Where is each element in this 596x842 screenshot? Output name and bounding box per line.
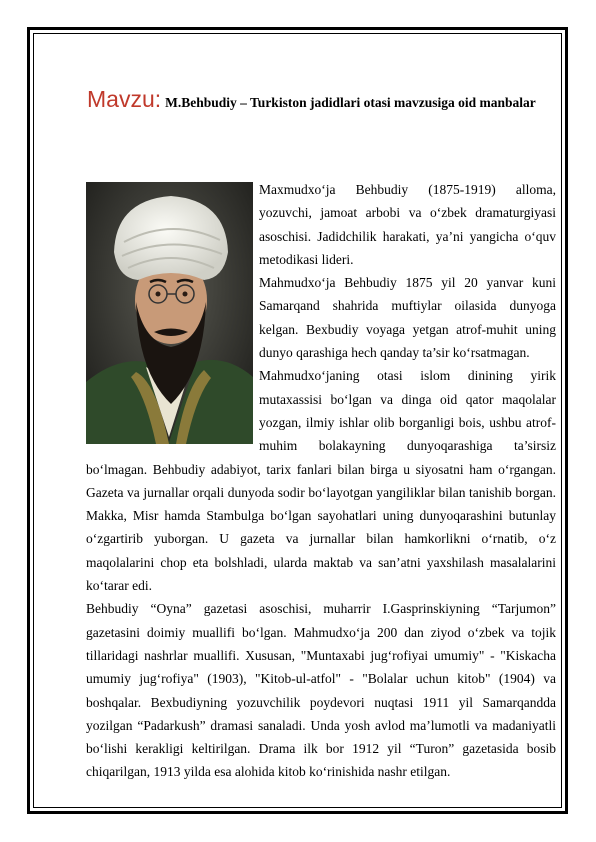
title-label: Mavzu: <box>87 86 162 112</box>
paragraph: Mahmudxo‘ja Behbudiy 1875 yil 20 yanvar kuni Samarqand shahrida muftiylar oilasida dunyoga kelgan. Bexbudiy voyaga yetgan atrof-muhit uning dunyo qarashiga hech qanday ta’sir ko‘rsatmagan. <box>259 275 556 361</box>
paragraph: Mahmudxo‘janing otasi islom dinining yirik mutaxassisi bo‘lgan va dinga oid qator maqolalar yozgan, ilmiy ishlar olib borganligi bois, ushbu atrof-muhim bolakayning dunyoqarashiga ta’sirsiz bo‘lmagan. Behbudiy adabiyot, tarix fanlari bilan birga u siyosatni ham o‘rgangan. Gazeta va jurnallar orqali dunyoda sodir bo‘layotgan yangiliklar bilan tanishib borgan. Makka, Misr hamda Stambulga bo‘lgan sayohatlari uning dunyoqarashini butunlay o‘zgartirib yuborgan. U gazeta va jurnallar bilan hamkorlikni o‘rnatib, o‘z maqolalarini chop eta bolshladi, ularda maktab va san’atni yaxshilash masalalarini ko‘tarar edi. <box>86 368 556 594</box>
paragraph: Maxmudxo‘ja Behbudiy (1875-1919) alloma, yozuvchi, jamoat arbobi va o‘zbek dramaturgiyasi asoschisi. Jadidchilik harakati, ya’ni yangicha o‘quv metodikasi lideri. <box>259 182 556 267</box>
article-body <box>86 178 556 784</box>
title-topic: M.Behbudiy – Turkiston jadidlari otasi mavzusiga oid manbalar <box>165 95 536 110</box>
paragraph: Behbudiy “Oyna” gazetasi asoschisi, muharrir I.Gasprinskiyning “Tarjumon” gazetasini doimiy muallifi bo‘lgan. Mahmudxo‘ja 200 dan ziyod o‘zbek va tojik tillaridagi nashrlar muallifi. Xususan, "Muntaxabi jug‘rofiyai umumiy" - "Kiskacha umumiy jug‘rofiya" (1903), "Kitob-ul-atfol" - "Bolalar uchun kitob" (1904) va boshqalar. Bexbudiyning yozuvchilik poydevori nuqtasi 1911 yil Samarqandda yozilgan “Padarkush” dramasi sanaladi. Unda yosh avlod ma’lumotli va madaniyatli bo‘lishi kerakligi keltirilgan. Drama ilk bor 1912 yil “Turon” gazetasida bosib chiqarilgan, 1913 yilda esa alohida kitob ko‘rinishida nashr etilgan. <box>86 601 556 780</box>
page-title <box>87 86 557 113</box>
